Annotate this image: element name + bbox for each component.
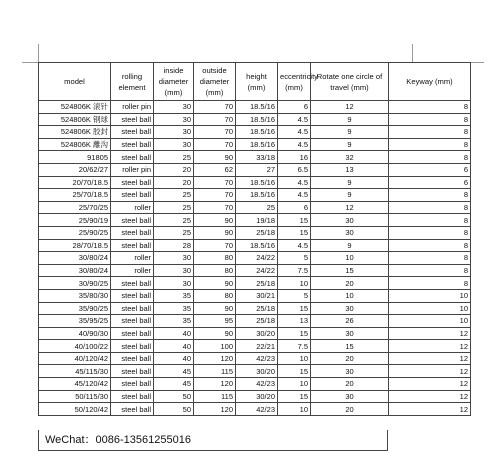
height-cell: 25/18	[236, 315, 278, 328]
keyway-cell: 8	[389, 138, 471, 151]
travel-cell: 30	[311, 214, 389, 227]
inside-diameter-cell: 45	[154, 378, 194, 391]
keyway-cell: 6	[389, 163, 471, 176]
keyway-cell: 8	[389, 277, 471, 290]
keyway-cell: 8	[389, 226, 471, 239]
eccentricity-cell: 10	[278, 403, 311, 416]
model-cell: 20/62/27	[39, 163, 111, 176]
travel-cell: 20	[311, 403, 389, 416]
travel-cell: 30	[311, 365, 389, 378]
height-cell: 25/18	[236, 277, 278, 290]
inside-diameter-cell: 50	[154, 390, 194, 403]
table-row	[39, 113, 471, 126]
rolling-element-cell: steel ball	[111, 315, 154, 328]
model-cell: 45/120/42	[39, 378, 111, 391]
height-cell: 18.5/16	[236, 113, 278, 126]
model-cell: 35/90/25	[39, 302, 111, 315]
inside-diameter-cell: 35	[154, 302, 194, 315]
keyway-cell: 12	[389, 365, 471, 378]
eccentricity-cell: 10	[278, 352, 311, 365]
rolling-element-cell: steel ball	[111, 302, 154, 315]
inside-diameter-cell: 40	[154, 352, 194, 365]
table-row	[39, 302, 471, 315]
table-row	[39, 239, 471, 252]
rolling-element-cell: steel ball	[111, 390, 154, 403]
column-header: inside diameter (mm)	[154, 63, 194, 101]
outside-diameter-cell: 90	[194, 302, 236, 315]
eccentricity-cell: 7.5	[278, 264, 311, 277]
table-row	[39, 163, 471, 176]
inside-diameter-cell: 30	[154, 126, 194, 139]
keyway-cell: 8	[389, 252, 471, 265]
height-cell: 42/23	[236, 378, 278, 391]
keyway-cell: 12	[389, 327, 471, 340]
eccentricity-cell: 4.5	[278, 189, 311, 202]
keyway-cell: 8	[389, 113, 471, 126]
travel-cell: 20	[311, 352, 389, 365]
travel-cell: 30	[311, 327, 389, 340]
keyway-cell: 8	[389, 264, 471, 277]
model-cell: 25/70/25	[39, 201, 111, 214]
height-cell: 24/22	[236, 252, 278, 265]
inside-diameter-cell: 30	[154, 113, 194, 126]
column-header: Rotate one circle of travel (mm)	[311, 63, 389, 101]
rolling-element-cell: steel ball	[111, 214, 154, 227]
model-cell: 524806K 滚针	[39, 101, 111, 114]
outside-diameter-cell: 120	[194, 403, 236, 416]
specification-table	[38, 62, 471, 416]
keyway-cell: 12	[389, 390, 471, 403]
rolling-element-cell: steel ball	[111, 189, 154, 202]
rolling-element-cell: steel ball	[111, 138, 154, 151]
height-cell: 27	[236, 163, 278, 176]
height-cell: 18.5/16	[236, 138, 278, 151]
rolling-element-cell: steel ball	[111, 277, 154, 290]
travel-cell: 9	[311, 138, 389, 151]
eccentricity-cell: 15	[278, 365, 311, 378]
rolling-element-cell: steel ball	[111, 126, 154, 139]
outside-diameter-cell: 115	[194, 365, 236, 378]
outside-diameter-cell: 95	[194, 315, 236, 328]
outside-diameter-cell: 70	[194, 239, 236, 252]
travel-cell: 9	[311, 239, 389, 252]
column-header: rolling element	[111, 63, 154, 101]
rolling-element-cell: steel ball	[111, 352, 154, 365]
outside-diameter-cell: 90	[194, 327, 236, 340]
eccentricity-cell: 6	[278, 101, 311, 114]
inside-diameter-cell: 40	[154, 327, 194, 340]
inside-diameter-cell: 25	[154, 189, 194, 202]
keyway-cell: 8	[389, 239, 471, 252]
travel-cell: 9	[311, 176, 389, 189]
height-cell: 30/20	[236, 390, 278, 403]
table-row	[39, 201, 471, 214]
height-cell: 25/18	[236, 226, 278, 239]
outside-diameter-cell: 90	[194, 151, 236, 164]
travel-cell: 20	[311, 277, 389, 290]
outside-diameter-cell: 80	[194, 289, 236, 302]
rolling-element-cell: steel ball	[111, 327, 154, 340]
table-row	[39, 315, 471, 328]
model-cell: 524806K 钢球	[39, 113, 111, 126]
table-row	[39, 214, 471, 227]
rolling-element-cell: roller pin	[111, 163, 154, 176]
table-row	[39, 390, 471, 403]
eccentricity-cell: 15	[278, 302, 311, 315]
table-row	[39, 340, 471, 353]
keyway-cell: 10	[389, 289, 471, 302]
rolling-element-cell: steel ball	[111, 176, 154, 189]
keyway-cell: 8	[389, 126, 471, 139]
travel-cell: 9	[311, 126, 389, 139]
outside-diameter-cell: 70	[194, 201, 236, 214]
rolling-element-cell: roller	[111, 252, 154, 265]
table-row	[39, 189, 471, 202]
rolling-element-cell: roller	[111, 264, 154, 277]
eccentricity-cell: 7.5	[278, 340, 311, 353]
eccentricity-cell: 15	[278, 327, 311, 340]
travel-cell: 12	[311, 101, 389, 114]
rolling-element-cell: steel ball	[111, 113, 154, 126]
table-row	[39, 126, 471, 139]
height-cell: 25/18	[236, 302, 278, 315]
model-cell: 25/90/19	[39, 214, 111, 227]
keyway-cell: 8	[389, 101, 471, 114]
travel-cell: 9	[311, 113, 389, 126]
travel-cell: 10	[311, 252, 389, 265]
rolling-element-cell: steel ball	[111, 378, 154, 391]
inside-diameter-cell: 25	[154, 214, 194, 227]
table-row	[39, 403, 471, 416]
rolling-element-cell: steel ball	[111, 365, 154, 378]
travel-cell: 9	[311, 189, 389, 202]
outside-diameter-cell: 90	[194, 226, 236, 239]
eccentricity-cell: 4.5	[278, 126, 311, 139]
table-row	[39, 226, 471, 239]
model-cell: 91805	[39, 151, 111, 164]
keyway-cell: 10	[389, 315, 471, 328]
wechat-contact: WeChat：0086-13561255016	[38, 430, 388, 451]
inside-diameter-cell: 30	[154, 277, 194, 290]
travel-cell: 30	[311, 226, 389, 239]
outside-diameter-cell: 70	[194, 101, 236, 114]
keyway-cell: 8	[389, 201, 471, 214]
keyway-cell: 8	[389, 151, 471, 164]
rolling-element-cell: steel ball	[111, 226, 154, 239]
inside-diameter-cell: 30	[154, 138, 194, 151]
crop-mark-top-left-vertical	[38, 44, 39, 62]
table-row	[39, 176, 471, 189]
model-cell: 40/90/30	[39, 327, 111, 340]
height-cell: 18.5/16	[236, 101, 278, 114]
rolling-element-cell: steel ball	[111, 239, 154, 252]
table-row	[39, 365, 471, 378]
model-cell: 50/115/30	[39, 390, 111, 403]
eccentricity-cell: 6	[278, 201, 311, 214]
keyway-cell: 8	[389, 214, 471, 227]
inside-diameter-cell: 25	[154, 226, 194, 239]
eccentricity-cell: 5	[278, 252, 311, 265]
height-cell: 18.5/16	[236, 189, 278, 202]
eccentricity-cell: 13	[278, 315, 311, 328]
model-cell: 524806K 胶封	[39, 126, 111, 139]
table-body	[39, 101, 471, 416]
inside-diameter-cell: 28	[154, 239, 194, 252]
model-cell: 20/70/18.5	[39, 176, 111, 189]
table-row	[39, 151, 471, 164]
model-cell: 40/120/42	[39, 352, 111, 365]
eccentricity-cell: 4.5	[278, 113, 311, 126]
model-cell: 35/80/30	[39, 289, 111, 302]
outside-diameter-cell: 90	[194, 277, 236, 290]
crop-mark-top-right-horizontal	[470, 62, 484, 63]
inside-diameter-cell: 20	[154, 176, 194, 189]
travel-cell: 10	[311, 289, 389, 302]
outside-diameter-cell: 115	[194, 390, 236, 403]
column-header: height (mm)	[236, 63, 278, 101]
table-header-row	[39, 63, 471, 101]
inside-diameter-cell: 30	[154, 252, 194, 265]
height-cell: 30/21	[236, 289, 278, 302]
travel-cell: 30	[311, 390, 389, 403]
travel-cell: 15	[311, 340, 389, 353]
outside-diameter-cell: 80	[194, 264, 236, 277]
outside-diameter-cell: 80	[194, 252, 236, 265]
outside-diameter-cell: 100	[194, 340, 236, 353]
inside-diameter-cell: 30	[154, 101, 194, 114]
model-cell: 28/70/18.5	[39, 239, 111, 252]
eccentricity-cell: 6.5	[278, 163, 311, 176]
table-row	[39, 101, 471, 114]
keyway-cell: 6	[389, 176, 471, 189]
outside-diameter-cell: 120	[194, 378, 236, 391]
eccentricity-cell: 16	[278, 151, 311, 164]
height-cell: 25	[236, 201, 278, 214]
height-cell: 24/22	[236, 264, 278, 277]
height-cell: 18.5/16	[236, 126, 278, 139]
table-row	[39, 264, 471, 277]
height-cell: 42/23	[236, 352, 278, 365]
table-row	[39, 289, 471, 302]
model-cell: 25/90/25	[39, 226, 111, 239]
eccentricity-cell: 15	[278, 214, 311, 227]
travel-cell: 32	[311, 151, 389, 164]
eccentricity-cell: 4.5	[278, 176, 311, 189]
travel-cell: 26	[311, 315, 389, 328]
inside-diameter-cell: 45	[154, 365, 194, 378]
inside-diameter-cell: 25	[154, 151, 194, 164]
column-header: Keyway (mm)	[389, 63, 471, 101]
outside-diameter-cell: 70	[194, 113, 236, 126]
keyway-cell: 12	[389, 403, 471, 416]
crop-mark-top-left-horizontal	[22, 62, 38, 63]
rolling-element-cell: roller pin	[111, 101, 154, 114]
model-cell: 30/80/24	[39, 264, 111, 277]
table-row	[39, 252, 471, 265]
column-header: eccentricity (mm)	[278, 63, 311, 101]
travel-cell: 20	[311, 378, 389, 391]
model-cell: 50/120/42	[39, 403, 111, 416]
rolling-element-cell: steel ball	[111, 151, 154, 164]
inside-diameter-cell: 20	[154, 163, 194, 176]
height-cell: 33/18	[236, 151, 278, 164]
eccentricity-cell: 4.5	[278, 138, 311, 151]
keyway-cell: 10	[389, 302, 471, 315]
model-cell: 30/80/24	[39, 252, 111, 265]
travel-cell: 15	[311, 264, 389, 277]
outside-diameter-cell: 70	[194, 189, 236, 202]
outside-diameter-cell: 70	[194, 126, 236, 139]
height-cell: 18.5/16	[236, 176, 278, 189]
keyway-cell: 12	[389, 340, 471, 353]
keyway-cell: 12	[389, 352, 471, 365]
model-cell: 40/100/22	[39, 340, 111, 353]
height-cell: 42/23	[236, 403, 278, 416]
eccentricity-cell: 15	[278, 226, 311, 239]
eccentricity-cell: 10	[278, 277, 311, 290]
column-header: outside diameter (mm)	[194, 63, 236, 101]
eccentricity-cell: 10	[278, 378, 311, 391]
outside-diameter-cell: 90	[194, 214, 236, 227]
inside-diameter-cell: 35	[154, 289, 194, 302]
column-header: model	[39, 63, 111, 101]
eccentricity-cell: 5	[278, 289, 311, 302]
rolling-element-cell: roller	[111, 201, 154, 214]
model-cell: 45/115/30	[39, 365, 111, 378]
table-row	[39, 327, 471, 340]
crop-mark-top-right-vertical	[412, 44, 413, 62]
inside-diameter-cell: 35	[154, 315, 194, 328]
rolling-element-cell: steel ball	[111, 403, 154, 416]
height-cell: 30/20	[236, 365, 278, 378]
outside-diameter-cell: 120	[194, 352, 236, 365]
travel-cell: 13	[311, 163, 389, 176]
height-cell: 19/18	[236, 214, 278, 227]
rolling-element-cell: steel ball	[111, 289, 154, 302]
inside-diameter-cell: 25	[154, 201, 194, 214]
inside-diameter-cell: 30	[154, 264, 194, 277]
table-row	[39, 352, 471, 365]
model-cell: 524806K 離沟	[39, 138, 111, 151]
table-row	[39, 138, 471, 151]
travel-cell: 30	[311, 302, 389, 315]
inside-diameter-cell: 50	[154, 403, 194, 416]
keyway-cell: 8	[389, 189, 471, 202]
table-row	[39, 378, 471, 391]
model-cell: 25/70/18.5	[39, 189, 111, 202]
height-cell: 22/21	[236, 340, 278, 353]
eccentricity-cell: 15	[278, 390, 311, 403]
model-cell: 30/90/25	[39, 277, 111, 290]
inside-diameter-cell: 40	[154, 340, 194, 353]
travel-cell: 12	[311, 201, 389, 214]
height-cell: 18.5/16	[236, 239, 278, 252]
rolling-element-cell: steel ball	[111, 340, 154, 353]
eccentricity-cell: 4.5	[278, 239, 311, 252]
outside-diameter-cell: 62	[194, 163, 236, 176]
model-cell: 35/95/25	[39, 315, 111, 328]
height-cell: 30/20	[236, 327, 278, 340]
table-row	[39, 277, 471, 290]
outside-diameter-cell: 70	[194, 176, 236, 189]
keyway-cell: 12	[389, 378, 471, 391]
outside-diameter-cell: 70	[194, 138, 236, 151]
